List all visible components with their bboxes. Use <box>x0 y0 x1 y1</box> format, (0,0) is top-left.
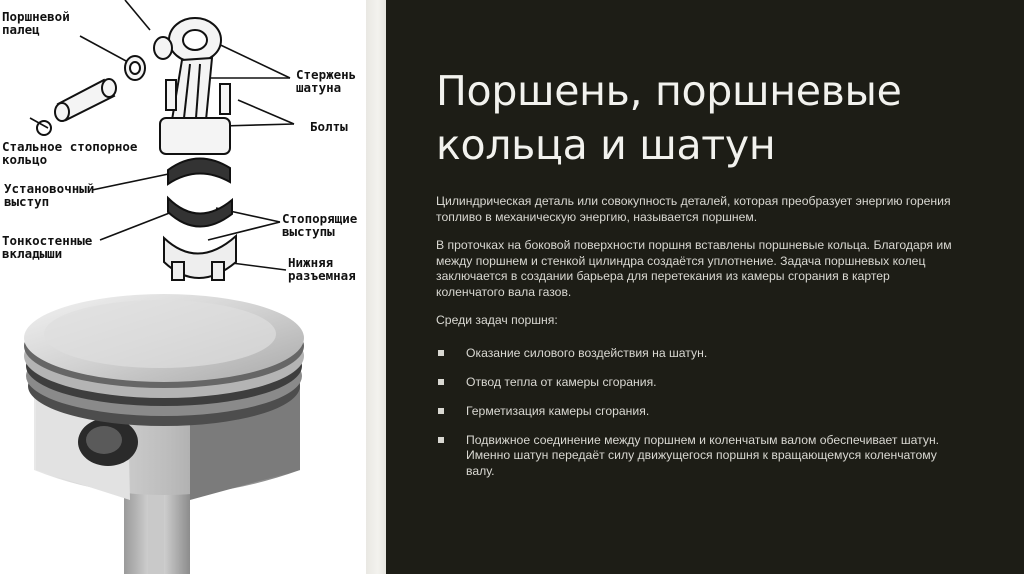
illustration-panel <box>0 0 366 574</box>
label-locking-tabs: Стопорящие выступы <box>282 211 358 239</box>
text-panel <box>386 0 1024 574</box>
piston-photo <box>0 0 366 574</box>
list-item-text: Оказание силового воздействия на шатун. <box>466 345 708 360</box>
tasks-list <box>436 346 956 480</box>
list-item-text: Герметизация камеры сгорания. <box>466 403 650 418</box>
paragraph-rings: В проточках на боковой поверхности поршня вставлены поршневые кольца. Благодаря им между поршнем и стенкой цилиндра создаётся уплотнение. Задача поршневых колец заключается в создании барьера для перетекания из камеры сгорания в картер коленчатого вала газов. <box>436 238 952 299</box>
list-item <box>436 375 956 391</box>
list-item <box>436 433 956 480</box>
label-bolts: Болты <box>310 119 348 134</box>
divider-strip <box>366 0 386 574</box>
list-item-text: Отвод тепла от камеры сгорания. <box>466 374 657 389</box>
bullet-square-icon <box>438 408 444 414</box>
label-rod-cap: Нижняя разъемная <box>288 255 356 283</box>
slide-title: Поршень, поршневые кольца и шатун <box>436 67 902 169</box>
label-bearing-liners: Тонкостенные вкладыши <box>2 233 93 261</box>
bullet-square-icon <box>438 437 444 443</box>
list-item <box>436 404 956 420</box>
label-locating-boss: Установочный выступ <box>4 181 95 209</box>
bullet-square-icon <box>438 350 444 356</box>
list-item-text: Подвижное соединение между поршнем и коленчатым валом обеспечивает шатун. Именно шатун передаёт силу движущегося поршня к вращающемуся коленчатому валу. <box>466 432 940 478</box>
list-item <box>436 346 956 362</box>
bullet-square-icon <box>438 379 444 385</box>
slide-body <box>436 194 956 493</box>
paragraph-tasks-intro: Среди задач поршня: <box>436 313 558 327</box>
label-snap-ring: Стальное стопорное кольцо <box>2 139 138 167</box>
label-piston-pin: Поршневой палец <box>2 9 70 37</box>
paragraph-definition: Цилиндрическая деталь или совокупность деталей, которая преобразует энергию горения топливо в механическую энергию, называется поршнем. <box>436 194 951 224</box>
label-rod-shank: Стержень шатуна <box>296 67 357 95</box>
